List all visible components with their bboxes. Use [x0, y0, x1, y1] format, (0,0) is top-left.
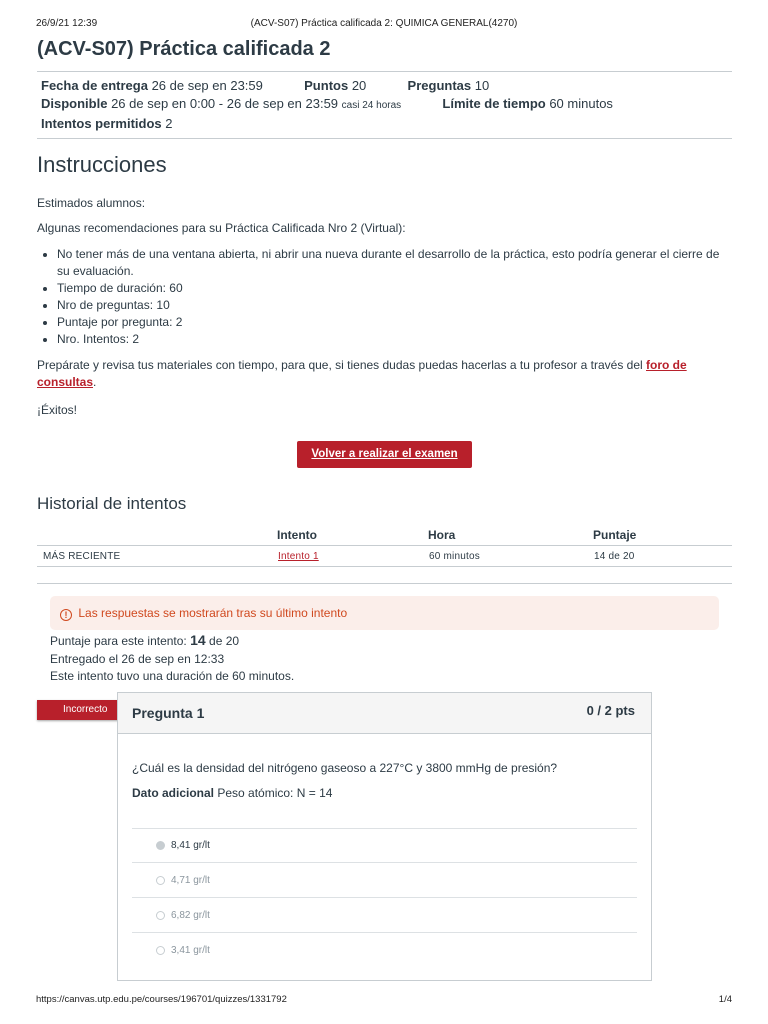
list-item: • Puntaje por pregunta: 2	[57, 314, 728, 331]
col-score: Puntaje	[593, 528, 637, 542]
questions-label: Preguntas	[407, 78, 472, 93]
answer-radio[interactable]	[156, 841, 165, 850]
question-name: Pregunta 1	[132, 705, 205, 721]
list-item: • Nro. Intentos: 2	[57, 331, 728, 348]
list-item: • Tiempo de duración: 60	[57, 280, 728, 297]
instructions-heading: Instrucciones	[37, 152, 167, 177]
forum-link[interactable]: foro de consultas	[37, 358, 687, 389]
attempt-time: 60 minutos	[429, 551, 480, 562]
title-divider	[37, 71, 732, 72]
attempt-score-line	[50, 632, 239, 648]
due-label: Fecha de entrega	[41, 78, 148, 93]
page-title: (ACV-S07) Práctica calificada 2	[37, 38, 331, 60]
meta-row-1	[41, 78, 489, 93]
print-header	[36, 18, 732, 32]
score-prefix: Puntaje para este intento:	[50, 634, 191, 648]
meta-row-3	[41, 116, 172, 131]
due-value: 26 de sep en 23:59	[151, 78, 263, 93]
meta-divider	[37, 138, 732, 139]
points-value: 20	[351, 78, 367, 93]
duration-line: Este intento tuvo una duración de 60 minutos.	[50, 669, 295, 683]
results-alert	[50, 596, 719, 630]
available-label: Disponible	[41, 96, 108, 111]
extra-value: Peso atómico: N = 14	[214, 786, 333, 800]
history-row-divider	[37, 566, 732, 567]
print-url: https://canvas.utp.edu.pe/courses/196701/quizzes/1331792	[36, 994, 287, 1005]
available-note: casi 24 horas	[341, 100, 402, 111]
prepare-paragraph	[37, 357, 728, 391]
answer-option: 3,41 gr/lt	[171, 945, 210, 956]
answer-radio[interactable]	[156, 911, 165, 920]
attempts-value: 2	[165, 116, 173, 131]
print-title: (ACV-S07) Práctica calificada 2: QUIMICA GENERAL(4270)	[250, 18, 518, 29]
incorrect-badge: Incorrecto	[37, 700, 127, 720]
answer-divider	[132, 862, 637, 863]
intro: Algunas recomendaciones para su Práctica Calificada Nro 2 (Virtual):	[37, 221, 406, 235]
answer-option: 6,82 gr/lt	[171, 910, 210, 921]
answer-radio[interactable]	[156, 946, 165, 955]
history-heading: Historial de intentos	[37, 494, 187, 513]
answer-divider	[132, 828, 637, 829]
list-item: • Nro de preguntas: 10	[57, 297, 728, 314]
print-page-number: 1/4	[718, 994, 732, 1005]
col-time: Hora	[428, 528, 456, 542]
extra-label: Dato adicional	[132, 786, 215, 800]
answer-divider	[132, 897, 637, 898]
question-header	[118, 693, 651, 734]
list-item: • No tener más de una ventana abierta, ni abrir una nueva durante el desarrollo de la práctica, esto podría generar el cierre de su evaluación.	[57, 246, 728, 280]
success-text: ¡Éxitos!	[37, 403, 78, 417]
prepare-text: Prepárate y revisa tus materiales con tiempo, para que, si tienes dudas puedas hacerlas a tu profesor a través del	[37, 358, 646, 372]
attempts-label: Intentos permitidos	[41, 116, 162, 131]
print-date: 26/9/21 12:39	[36, 18, 98, 29]
questions-value: 10	[474, 78, 490, 93]
col-attempt: Intento	[277, 528, 317, 542]
answer-radio[interactable]	[156, 876, 165, 885]
time-limit-label: Límite de tiempo	[442, 96, 546, 111]
score-suffix: de 20	[205, 634, 240, 648]
meta-row-2	[41, 96, 613, 111]
greeting: Estimados alumnos:	[37, 196, 146, 210]
question-text: ¿Cuál es la densidad del nitrógeno gaseoso a 227°C y 3800 mmHg de presión?	[132, 761, 558, 775]
attempt-link[interactable]: Intento 1	[278, 551, 319, 562]
section-divider	[37, 583, 732, 584]
row-label: MÁS RECIENTE	[43, 551, 121, 562]
prepare-end: .	[93, 375, 97, 389]
submitted-line: Entregado el 26 de sep en 12:33	[50, 652, 225, 666]
alert-text: Las respuestas se mostrarán tras su último intento	[78, 606, 348, 620]
history-header-divider	[37, 545, 732, 546]
time-limit-value: 60 minutos	[549, 96, 613, 111]
attempt-score: 14 de 20	[594, 551, 635, 562]
instruction-list	[57, 246, 728, 348]
question-points: 0 / 2 pts	[586, 703, 635, 718]
points-label: Puntos	[304, 78, 349, 93]
answer-option: 4,71 gr/lt	[171, 875, 210, 886]
answer-divider	[132, 932, 637, 933]
question-card	[117, 692, 652, 981]
attempt-score-value: 14	[190, 632, 206, 648]
available-value: 26 de sep en 0:00 - 26 de sep en 23:59	[111, 96, 339, 111]
retake-quiz-button[interactable]: Volver a realizar el examen	[297, 441, 472, 468]
answer-option: 8,41 gr/lt	[171, 840, 210, 851]
warning-icon: !	[60, 609, 72, 621]
question-extra	[132, 786, 332, 800]
